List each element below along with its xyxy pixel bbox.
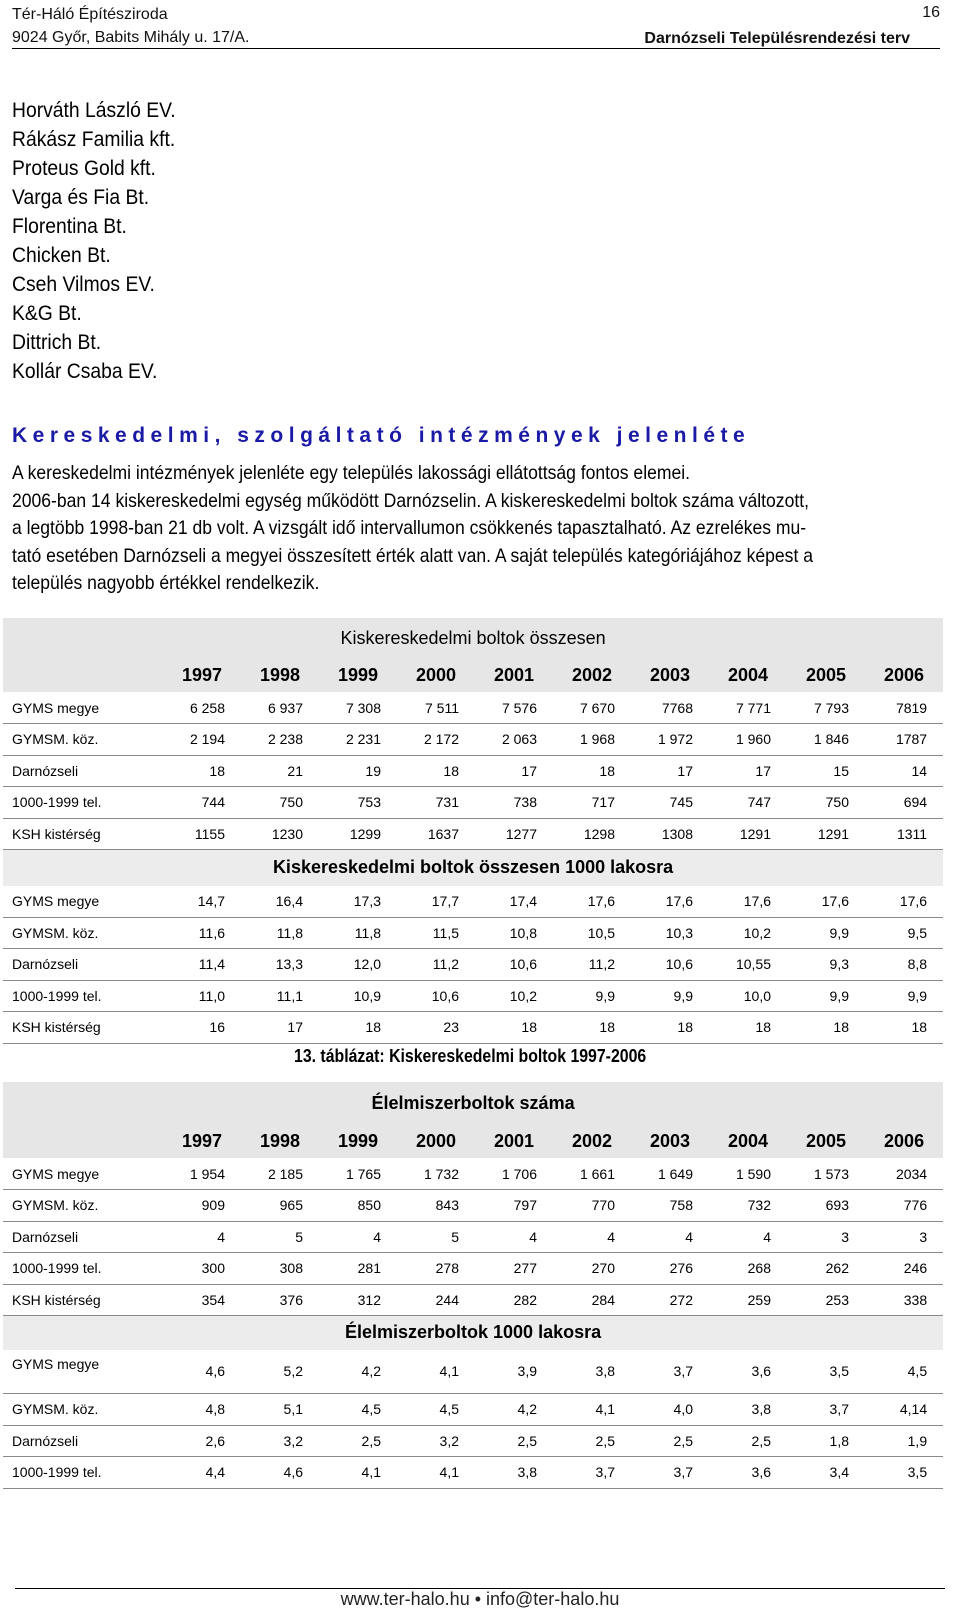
data-cell: 18 — [787, 1012, 865, 1044]
data-cell: 10,6 — [475, 949, 553, 981]
row-label: GYMSM. köz. — [3, 1394, 163, 1426]
list-item: Proteus Gold kft. — [12, 157, 156, 180]
data-cell: 4,5 — [865, 1350, 943, 1394]
data-cell: 17,6 — [631, 886, 709, 918]
list-item: Kollár Csaba EV. — [12, 360, 158, 383]
table-row — [3, 1350, 943, 1394]
data-cell: 1 972 — [631, 724, 709, 756]
data-cell: 18 — [319, 1012, 397, 1044]
data-cell: 2 231 — [319, 724, 397, 756]
data-cell: 1 573 — [787, 1158, 865, 1190]
table-row — [3, 1190, 943, 1222]
paragraph-line: A kereskedelmi intézmények jelenléte egy település lakossági ellátottság fontos elemei. — [12, 462, 691, 484]
data-cell: 694 — [865, 787, 943, 819]
row-label: GYMSM. köz. — [3, 1190, 163, 1222]
data-cell: 2,5 — [631, 1425, 709, 1457]
data-cell: 18 — [709, 1012, 787, 1044]
data-cell: 262 — [787, 1253, 865, 1285]
data-cell: 776 — [865, 1190, 943, 1222]
data-cell: 18 — [865, 1012, 943, 1044]
table-row — [3, 917, 943, 949]
data-cell: 1,8 — [787, 1425, 865, 1457]
data-cell: 10,55 — [709, 949, 787, 981]
data-cell: 312 — [319, 1284, 397, 1316]
data-cell: 14,7 — [163, 886, 241, 918]
data-cell: 338 — [865, 1284, 943, 1316]
data-cell: 5,2 — [241, 1350, 319, 1394]
paragraph-line: a legtöbb 1998-ban 21 db volt. A vizsgált idő intervallumon csökkenés tapasztalható. Az ezrelékes mu- — [12, 517, 807, 539]
paragraph-line: tató esetében Darnózseli a megyei összesített érték alatt van. A saját település kategóriájához képest a — [12, 544, 813, 567]
table-row — [3, 886, 943, 918]
company-address: 9024 Győr, Babits Mihály u. 17/A. — [12, 29, 250, 46]
data-cell: 3,9 — [475, 1350, 553, 1394]
year-header-row — [3, 1124, 943, 1158]
data-cell: 3,4 — [787, 1457, 865, 1489]
data-cell: 3,8 — [553, 1350, 631, 1394]
data-cell: 1 954 — [163, 1158, 241, 1190]
company-name: Tér-Háló Építésziroda — [12, 6, 168, 23]
data-cell: 17,6 — [865, 886, 943, 918]
data-cell: 1787 — [865, 724, 943, 756]
data-cell: 7 793 — [787, 692, 865, 724]
data-cell: 2034 — [865, 1158, 943, 1190]
data-cell: 17,3 — [319, 886, 397, 918]
data-cell: 9,9 — [553, 980, 631, 1012]
table-row — [3, 949, 943, 981]
data-cell: 10,6 — [631, 949, 709, 981]
data-cell: 18 — [631, 1012, 709, 1044]
data-cell: 7 670 — [553, 692, 631, 724]
data-cell: 770 — [553, 1190, 631, 1222]
data-cell: 965 — [241, 1190, 319, 1222]
row-label: KSH kistérség — [3, 818, 163, 850]
data-cell: 10,6 — [397, 980, 475, 1012]
row-label: Darnózseli — [3, 949, 163, 981]
data-cell: 2 172 — [397, 724, 475, 756]
data-cell: 4,5 — [319, 1394, 397, 1426]
data-cell: 3,7 — [787, 1394, 865, 1426]
data-cell: 17,6 — [787, 886, 865, 918]
data-cell: 4,1 — [397, 1457, 475, 1489]
data-cell: 2 063 — [475, 724, 553, 756]
data-cell: 2,5 — [553, 1425, 631, 1457]
data-cell: 4 — [319, 1221, 397, 1253]
list-item: Chicken Bt. — [12, 244, 111, 267]
row-label: 1000-1999 tel. — [3, 787, 163, 819]
data-cell: 3,7 — [631, 1350, 709, 1394]
data-cell: 2,5 — [709, 1425, 787, 1457]
data-cell: 17,6 — [709, 886, 787, 918]
data-cell: 4,2 — [475, 1394, 553, 1426]
row-label: GYMSM. köz. — [3, 724, 163, 756]
data-cell: 4 — [709, 1221, 787, 1253]
data-cell: 9,3 — [787, 949, 865, 981]
data-cell: 843 — [397, 1190, 475, 1222]
year-header: 2000 — [397, 658, 475, 692]
data-cell: 11,4 — [163, 949, 241, 981]
data-cell: 6 937 — [241, 692, 319, 724]
data-cell: 4 — [163, 1221, 241, 1253]
data-cell: 11,8 — [241, 917, 319, 949]
data-cell: 1 649 — [631, 1158, 709, 1190]
data-cell: 11,1 — [241, 980, 319, 1012]
data-cell: 1291 — [787, 818, 865, 850]
data-cell: 6 258 — [163, 692, 241, 724]
data-cell: 4,4 — [163, 1457, 241, 1489]
data-cell: 282 — [475, 1284, 553, 1316]
table-title-row — [3, 1082, 943, 1124]
year-header-row — [3, 658, 943, 692]
data-cell: 2 194 — [163, 724, 241, 756]
data-cell: 9,5 — [865, 917, 943, 949]
data-cell: 3,8 — [475, 1457, 553, 1489]
year-header: 2005 — [787, 1124, 865, 1158]
data-cell: 1311 — [865, 818, 943, 850]
data-cell: 12,0 — [319, 949, 397, 981]
data-cell: 3,6 — [709, 1350, 787, 1394]
page-number: 16 — [922, 4, 940, 21]
data-cell: 18 — [553, 1012, 631, 1044]
data-cell: 1277 — [475, 818, 553, 850]
data-cell: 3,8 — [709, 1394, 787, 1426]
data-cell: 10,0 — [709, 980, 787, 1012]
data-cell: 693 — [787, 1190, 865, 1222]
data-cell: 17 — [241, 1012, 319, 1044]
data-cell: 1 765 — [319, 1158, 397, 1190]
data-cell: 3,7 — [631, 1457, 709, 1489]
table-row — [3, 1012, 943, 1044]
data-cell: 11,2 — [397, 949, 475, 981]
data-cell: 2,5 — [319, 1425, 397, 1457]
data-cell: 17 — [631, 755, 709, 787]
data-cell: 3 — [865, 1221, 943, 1253]
data-cell: 7 576 — [475, 692, 553, 724]
data-cell: 745 — [631, 787, 709, 819]
table-row — [3, 1284, 943, 1316]
section-heading: Kereskedelmi, szolgáltató intézmények jelenléte — [12, 424, 751, 447]
data-cell: 1 846 — [787, 724, 865, 756]
data-cell: 354 — [163, 1284, 241, 1316]
data-cell: 278 — [397, 1253, 475, 1285]
footer-contact: www.ter-halo.hu • info@ter-halo.hu — [15, 1588, 945, 1610]
data-cell: 15 — [787, 755, 865, 787]
year-header: 1999 — [319, 1124, 397, 1158]
data-cell: 276 — [631, 1253, 709, 1285]
data-cell: 7768 — [631, 692, 709, 724]
year-header: 2001 — [475, 658, 553, 692]
row-label: 1000-1999 tel. — [3, 1253, 163, 1285]
row-label: 1000-1999 tel. — [3, 980, 163, 1012]
data-cell: 2 185 — [241, 1158, 319, 1190]
data-cell: 5 — [397, 1221, 475, 1253]
data-cell: 11,8 — [319, 917, 397, 949]
data-cell: 1155 — [163, 818, 241, 850]
data-cell: 3,2 — [241, 1425, 319, 1457]
year-header: 2005 — [787, 658, 865, 692]
data-cell: 10,2 — [475, 980, 553, 1012]
data-cell: 1 590 — [709, 1158, 787, 1190]
data-cell: 4,2 — [319, 1350, 397, 1394]
year-header: 1997 — [163, 658, 241, 692]
table-title: Élelmiszerboltok száma — [3, 1082, 943, 1124]
table-row — [3, 755, 943, 787]
data-cell: 16,4 — [241, 886, 319, 918]
data-cell: 244 — [397, 1284, 475, 1316]
data-cell: 3 — [787, 1221, 865, 1253]
data-cell: 17,4 — [475, 886, 553, 918]
data-cell: 8,8 — [865, 949, 943, 981]
data-cell: 300 — [163, 1253, 241, 1285]
data-cell: 11,2 — [553, 949, 631, 981]
data-cell: 747 — [709, 787, 787, 819]
page-header — [12, 4, 940, 49]
table-row — [3, 818, 943, 850]
data-cell: 9,9 — [631, 980, 709, 1012]
data-cell: 2 238 — [241, 724, 319, 756]
row-label: GYMS megye — [3, 692, 163, 724]
table-subtitle-row — [3, 1316, 943, 1350]
data-cell: 1 706 — [475, 1158, 553, 1190]
data-cell: 4,14 — [865, 1394, 943, 1426]
data-cell: 1230 — [241, 818, 319, 850]
data-cell: 272 — [631, 1284, 709, 1316]
data-cell: 1298 — [553, 818, 631, 850]
data-cell: 4 — [475, 1221, 553, 1253]
data-cell: 11,0 — [163, 980, 241, 1012]
data-cell: 758 — [631, 1190, 709, 1222]
body-paragraph — [12, 460, 960, 598]
table-subtitle: Élelmiszerboltok 1000 lakosra — [3, 1316, 943, 1350]
row-label: Darnózseli — [3, 1221, 163, 1253]
data-cell: 4 — [631, 1221, 709, 1253]
list-item: Varga és Fia Bt. — [12, 186, 150, 209]
data-cell: 1291 — [709, 818, 787, 850]
page-footer — [0, 1588, 960, 1610]
year-header: 2002 — [553, 658, 631, 692]
data-cell: 4,1 — [553, 1394, 631, 1426]
data-cell: 750 — [787, 787, 865, 819]
row-label: Darnózseli — [3, 1425, 163, 1457]
data-cell: 23 — [397, 1012, 475, 1044]
year-header: 2002 — [553, 1124, 631, 1158]
document-title: Darnózseli Településrendezési terv — [644, 30, 910, 47]
paragraph-line: 2006-ban 14 kiskereskedelmi egység működött Darnózselin. A kiskereskedelmi boltok száma változott, — [12, 489, 809, 512]
table-row — [3, 787, 943, 819]
data-cell: 909 — [163, 1190, 241, 1222]
data-cell: 5,1 — [241, 1394, 319, 1426]
table-subtitle-row — [3, 850, 943, 886]
table-row — [3, 724, 943, 756]
data-cell: 717 — [553, 787, 631, 819]
data-cell: 753 — [319, 787, 397, 819]
year-header: 2006 — [865, 658, 943, 692]
paragraph-line: település nagyobb értékkel rendelkezik. — [12, 572, 320, 594]
data-cell: 3,2 — [397, 1425, 475, 1457]
year-header: 1997 — [163, 1124, 241, 1158]
data-cell: 1 661 — [553, 1158, 631, 1190]
data-cell: 17 — [475, 755, 553, 787]
data-cell: 7 308 — [319, 692, 397, 724]
data-cell: 9,9 — [787, 917, 865, 949]
data-cell: 3,5 — [865, 1457, 943, 1489]
data-cell: 281 — [319, 1253, 397, 1285]
data-cell: 7 771 — [709, 692, 787, 724]
list-item: Horváth László EV. — [12, 99, 176, 122]
data-cell: 11,6 — [163, 917, 241, 949]
list-item: Cseh Vilmos EV. — [12, 273, 155, 296]
data-cell: 17,6 — [553, 886, 631, 918]
year-header: 2004 — [709, 658, 787, 692]
data-cell: 4,8 — [163, 1394, 241, 1426]
data-cell: 259 — [709, 1284, 787, 1316]
year-header: 2006 — [865, 1124, 943, 1158]
data-cell: 17 — [709, 755, 787, 787]
data-cell: 19 — [319, 755, 397, 787]
data-cell: 738 — [475, 787, 553, 819]
data-cell: 10,9 — [319, 980, 397, 1012]
data-cell: 17,7 — [397, 886, 475, 918]
row-label: GYMS megye — [3, 1158, 163, 1190]
list-item: Florentina Bt. — [12, 215, 127, 238]
data-cell: 10,5 — [553, 917, 631, 949]
data-cell: 4,6 — [163, 1350, 241, 1394]
table-row — [3, 1425, 943, 1457]
row-label: GYMSM. köz. — [3, 917, 163, 949]
data-cell: 1299 — [319, 818, 397, 850]
data-cell: 4,6 — [241, 1457, 319, 1489]
row-label: KSH kistérség — [3, 1284, 163, 1316]
table-row — [3, 1221, 943, 1253]
data-cell: 3,5 — [787, 1350, 865, 1394]
row-label: 1000-1999 tel. — [3, 1457, 163, 1489]
year-header: 1998 — [241, 658, 319, 692]
data-cell: 1 960 — [709, 724, 787, 756]
year-header: 2000 — [397, 1124, 475, 1158]
year-header: 1999 — [319, 658, 397, 692]
row-label: GYMS megye — [3, 1350, 163, 1394]
row-label: KSH kistérség — [3, 1012, 163, 1044]
data-cell: 13,3 — [241, 949, 319, 981]
table-row — [3, 1158, 943, 1190]
data-cell: 4,5 — [397, 1394, 475, 1426]
header-blank-cell — [3, 1124, 163, 1158]
table-title: Kiskereskedelmi boltok összesen — [3, 618, 943, 658]
data-cell: 850 — [319, 1190, 397, 1222]
table-row — [3, 1457, 943, 1489]
table-row — [3, 692, 943, 724]
data-cell: 1 968 — [553, 724, 631, 756]
year-header: 2003 — [631, 658, 709, 692]
data-cell: 2,6 — [163, 1425, 241, 1457]
data-cell: 18 — [397, 755, 475, 787]
table-row — [3, 1253, 943, 1285]
row-label: GYMS megye — [3, 886, 163, 918]
data-cell: 731 — [397, 787, 475, 819]
retail-stores-table — [3, 618, 943, 1044]
data-cell: 10,2 — [709, 917, 787, 949]
data-cell: 270 — [553, 1253, 631, 1285]
data-cell: 4,1 — [319, 1457, 397, 1489]
data-cell: 11,5 — [397, 917, 475, 949]
table-subtitle: Kiskereskedelmi boltok összesen 1000 lakosra — [3, 850, 943, 886]
data-cell: 16 — [163, 1012, 241, 1044]
table-row — [3, 1394, 943, 1426]
data-cell: 9,9 — [787, 980, 865, 1012]
data-cell: 277 — [475, 1253, 553, 1285]
data-cell: 308 — [241, 1253, 319, 1285]
year-header: 2003 — [631, 1124, 709, 1158]
data-cell: 268 — [709, 1253, 787, 1285]
data-cell: 10,3 — [631, 917, 709, 949]
data-cell: 1637 — [397, 818, 475, 850]
data-cell: 7819 — [865, 692, 943, 724]
data-cell: 1 732 — [397, 1158, 475, 1190]
data-cell: 3,6 — [709, 1457, 787, 1489]
data-cell: 7 511 — [397, 692, 475, 724]
data-cell: 797 — [475, 1190, 553, 1222]
list-item: K&G Bt. — [12, 302, 82, 325]
data-cell: 253 — [787, 1284, 865, 1316]
data-cell: 18 — [553, 755, 631, 787]
data-cell: 376 — [241, 1284, 319, 1316]
data-cell: 246 — [865, 1253, 943, 1285]
year-header: 2001 — [475, 1124, 553, 1158]
grocery-stores-table — [3, 1082, 943, 1489]
table-caption: 13. táblázat: Kiskereskedelmi boltok 1997-2006 — [293, 1046, 647, 1066]
table-row — [3, 980, 943, 1012]
data-cell: 1308 — [631, 818, 709, 850]
data-cell: 4,0 — [631, 1394, 709, 1426]
data-cell: 10,8 — [475, 917, 553, 949]
data-cell: 750 — [241, 787, 319, 819]
data-cell: 744 — [163, 787, 241, 819]
data-cell: 3,7 — [553, 1457, 631, 1489]
data-cell: 9,9 — [865, 980, 943, 1012]
data-cell: 14 — [865, 755, 943, 787]
data-cell: 21 — [241, 755, 319, 787]
row-label: Darnózseli — [3, 755, 163, 787]
year-header: 1998 — [241, 1124, 319, 1158]
table-title-row — [3, 618, 943, 658]
data-cell: 732 — [709, 1190, 787, 1222]
year-header: 2004 — [709, 1124, 787, 1158]
list-item: Dittrich Bt. — [12, 331, 102, 354]
company-list — [12, 96, 190, 386]
list-item: Rákász Familia kft. — [12, 128, 176, 151]
data-cell: 5 — [241, 1221, 319, 1253]
data-cell: 4 — [553, 1221, 631, 1253]
data-cell: 4,1 — [397, 1350, 475, 1394]
header-blank-cell — [3, 658, 163, 692]
data-cell: 18 — [163, 755, 241, 787]
data-cell: 18 — [475, 1012, 553, 1044]
data-cell: 284 — [553, 1284, 631, 1316]
data-cell: 1,9 — [865, 1425, 943, 1457]
data-cell: 2,5 — [475, 1425, 553, 1457]
